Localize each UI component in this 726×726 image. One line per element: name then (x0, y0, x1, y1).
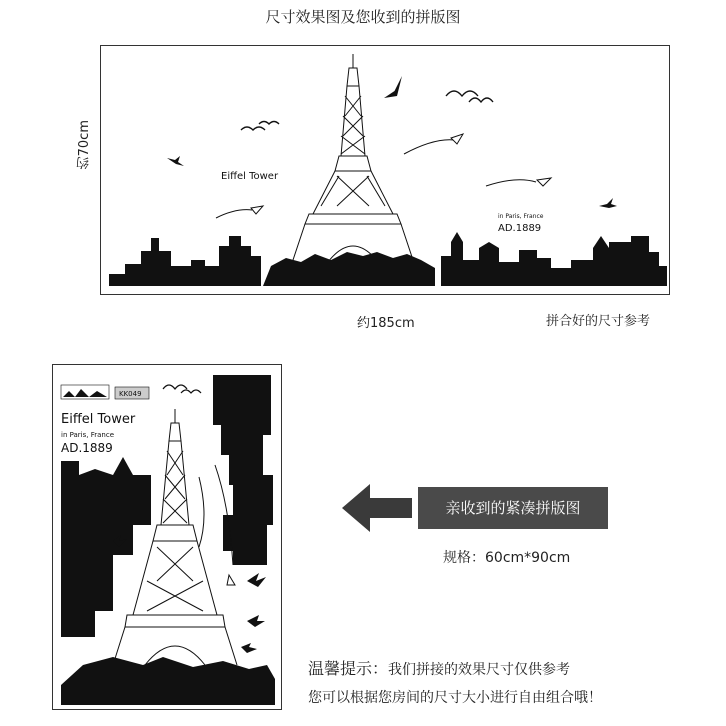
assembled-preview (100, 45, 670, 295)
product-title: Eiffel Tower (221, 171, 279, 182)
product-code: KK049 (119, 390, 142, 398)
spec-text: 规格：60cm*90cm (443, 550, 571, 566)
bird-icon (167, 76, 617, 208)
year-text: AD.1889 (61, 441, 113, 455)
compact-sheet (52, 364, 282, 710)
tip-line-1 (308, 656, 570, 679)
height-dimension: 约70cm (77, 120, 92, 170)
product-code-tag (115, 387, 149, 399)
location-text: in Paris, France (498, 213, 544, 220)
assembled-size-note: 拼合好的尺寸参考 (546, 314, 651, 329)
compact-sheet-illustration (53, 365, 282, 710)
thumbnail-icon (61, 385, 109, 399)
product-title: Eiffel Tower (61, 412, 136, 427)
city-skyline-left (61, 457, 151, 637)
city-skyline (109, 232, 667, 286)
tip-lead: 温馨提示： (308, 659, 389, 678)
tree-silhouette (61, 657, 275, 705)
year-text: AD.1889 (498, 223, 542, 234)
compact-sheet-label: 亲收到的紧凑拼版图 (418, 487, 608, 529)
assembled-preview-illustration (101, 46, 670, 295)
page-title: 尺寸效果图及您收到的拼版图 (265, 8, 461, 26)
city-skyline-right (213, 375, 273, 565)
arrow-left-icon (342, 484, 412, 532)
gull-icon (241, 91, 493, 130)
gull-icon (163, 385, 201, 393)
tip-text-1: 我们拼接的效果尺寸仅供参考 (388, 662, 571, 678)
tip-line-2: 您可以根据您房间的尺寸大小进行自由组合哦！ (308, 690, 602, 706)
location-text: in Paris, France (61, 431, 114, 439)
eiffel-tower (291, 54, 415, 266)
width-dimension: 约185cm (357, 316, 415, 331)
